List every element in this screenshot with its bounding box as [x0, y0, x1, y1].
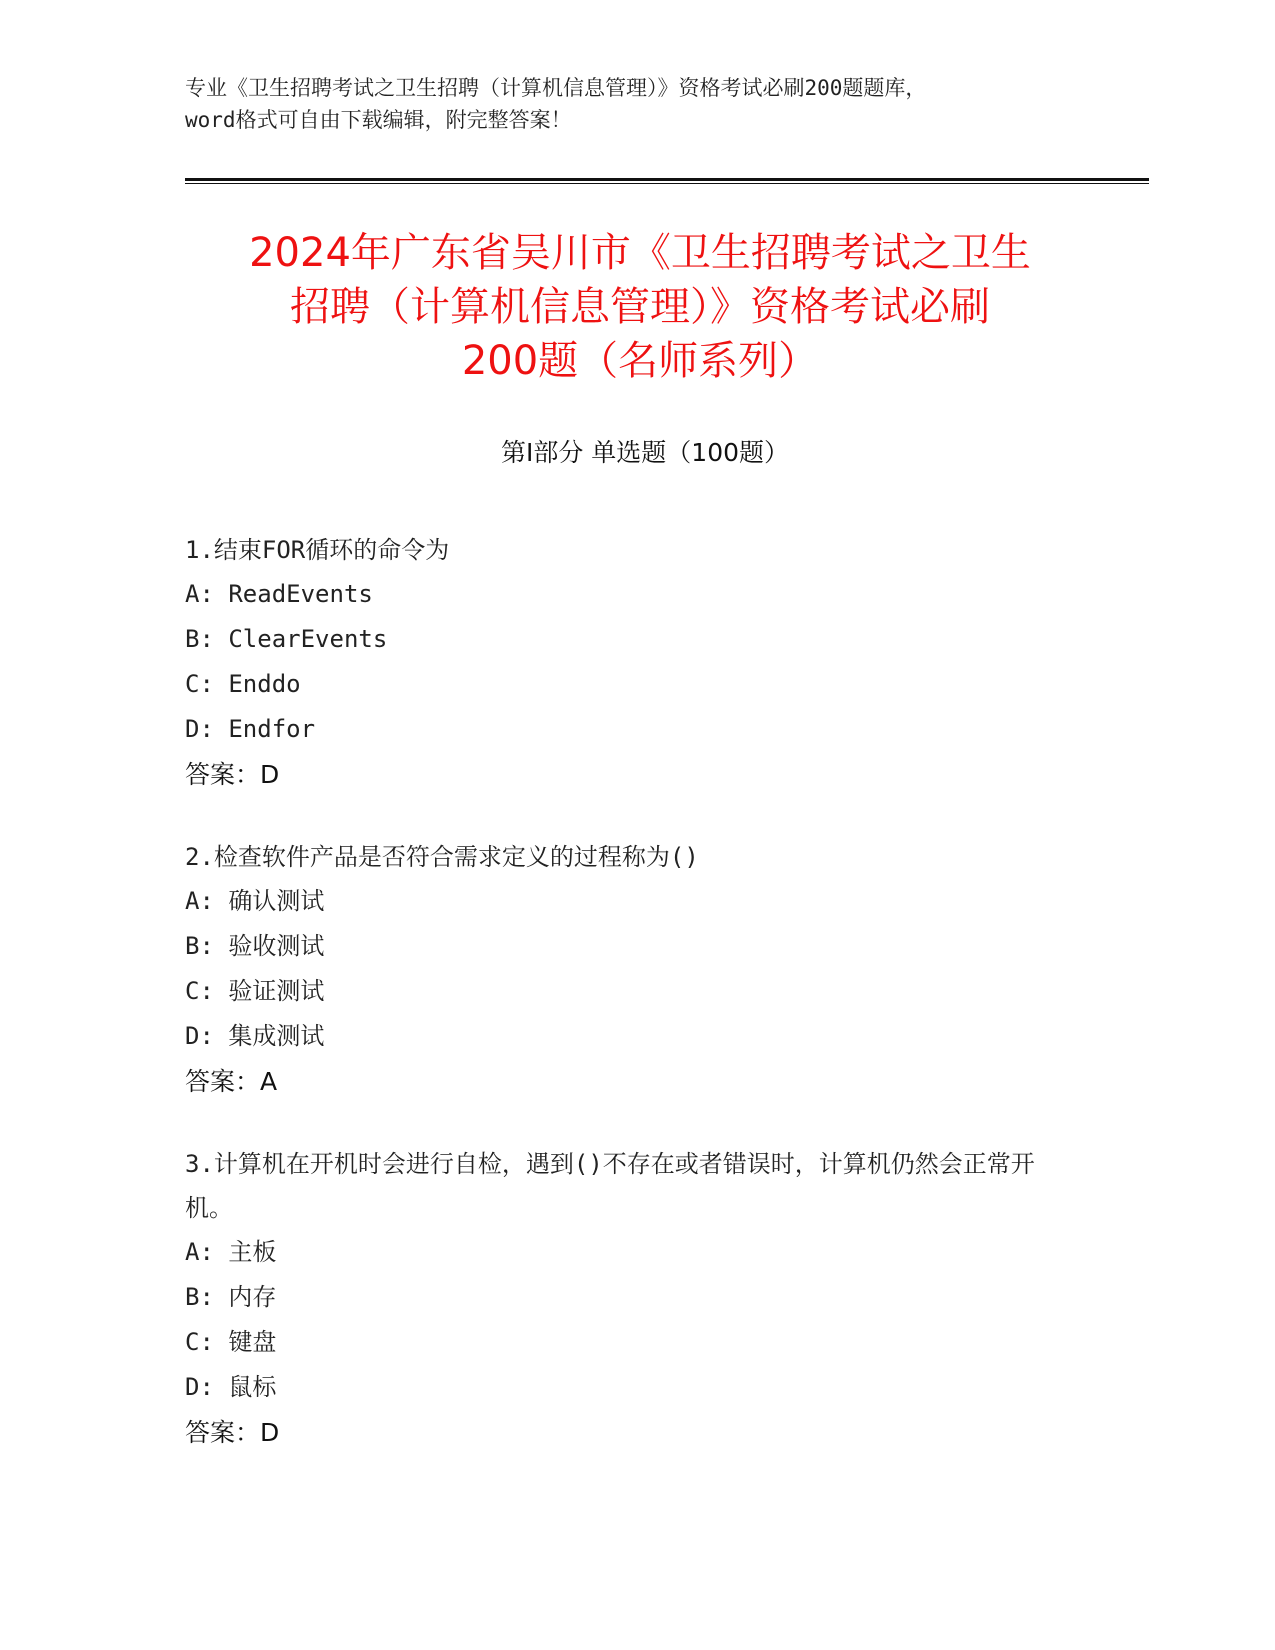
question-text: 2.检查软件产品是否符合需求定义的过程称为()	[185, 843, 699, 871]
option-b: B: ClearEvents	[185, 625, 388, 653]
option-b: B: 验收测试	[185, 932, 325, 960]
option-a: A: ReadEvents	[185, 580, 373, 608]
option-a: A: 主板	[185, 1238, 277, 1266]
option-d: D: 鼠标	[185, 1373, 277, 1401]
question-2	[185, 835, 1065, 1104]
document-header-note	[185, 72, 1105, 136]
answer: 答案：A	[185, 1067, 278, 1096]
option-d: D: Endfor	[185, 715, 316, 743]
question-3	[185, 1142, 1065, 1455]
header-divider-thick	[185, 178, 1149, 181]
option-c: C: 键盘	[185, 1328, 277, 1356]
answer: 答案：D	[185, 1418, 280, 1447]
option-c: C: 验证测试	[185, 977, 325, 1005]
answer: 答案：D	[185, 760, 280, 789]
option-b: B: 内存	[185, 1283, 277, 1311]
header-divider-thin	[185, 183, 1149, 184]
header-line-1: 专业《卫生招聘考试之卫生招聘（计算机信息管理）》资格考试必刷200题题库，	[185, 76, 927, 100]
question-1	[185, 528, 1065, 797]
question-list	[185, 528, 1065, 1493]
section-title: 第Ⅰ部分 单选题（100题）	[500, 438, 790, 467]
question-text: 3.计算机在开机时会进行自检，遇到()不存在或者错误时，计算机仍然会正常开机。	[185, 1150, 1035, 1222]
question-text: 1.结束FOR循环的命令为	[185, 536, 450, 564]
title-line-2: 招聘（计算机信息管理）》资格考试必刷	[290, 284, 990, 330]
option-d: D: 集成测试	[185, 1022, 325, 1050]
title-line-1: 2024年广东省吴川市《卫生招聘考试之卫生	[249, 230, 1031, 276]
header-line-2: word格式可自由下载编辑，附完整答案！	[185, 108, 572, 132]
option-a: A: 确认测试	[185, 887, 325, 915]
document-title	[150, 226, 1130, 388]
option-c: C: Enddo	[185, 670, 301, 698]
title-line-3: 200题（名师系列）	[461, 338, 819, 384]
